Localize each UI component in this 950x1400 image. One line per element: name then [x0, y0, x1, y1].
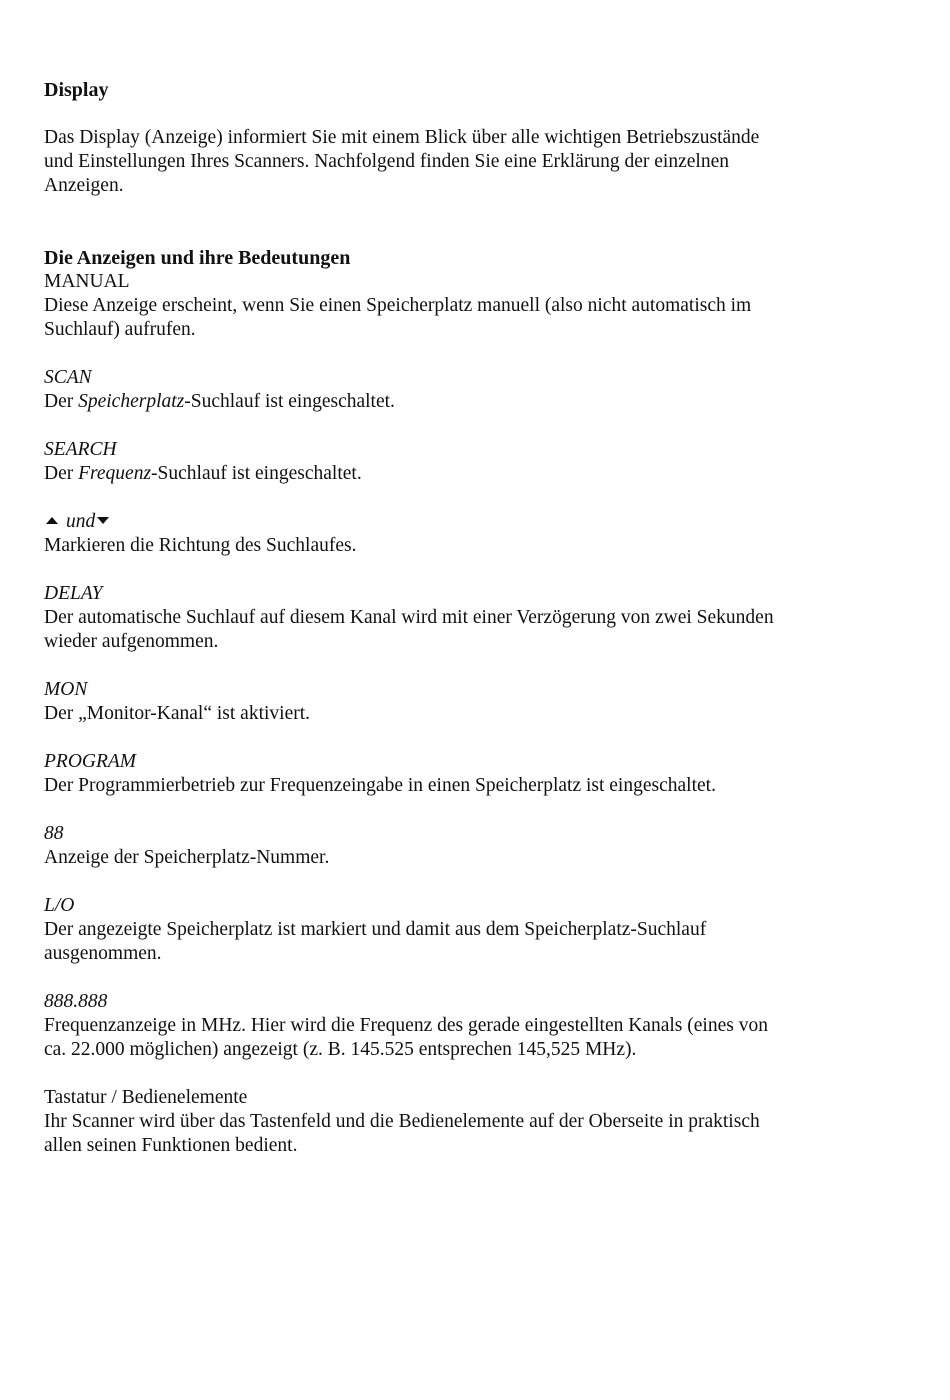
- triangle-down-icon: [97, 517, 109, 524]
- desc-freq-2: ca. 22.000 möglichen) angezeigt (z. B. 145.525 entsprechen 145,525 MHz).: [44, 1039, 637, 1060]
- document-page: [44, 78, 904, 1158]
- triangle-up-icon: [46, 517, 58, 524]
- desc-scan-post: -Suchlauf ist eingeschaltet.: [184, 391, 395, 412]
- desc-delay-1: Der automatische Suchlauf auf diesem Kanal wird mit einer Verzögerung von zwei Sekunden: [44, 607, 774, 628]
- intro-line-3: Anzeigen.: [44, 175, 124, 196]
- desc-manual-2: Suchlauf) aufrufen.: [44, 319, 196, 340]
- desc-search-pre: Der: [44, 463, 79, 484]
- desc-program: Der Programmierbetrieb zur Frequenzeingabe in einen Speicherplatz ist eingeschaltet.: [44, 775, 716, 796]
- term-lo: L/O: [44, 895, 75, 916]
- desc-mon: Der „Monitor-Kanal“ ist aktiviert.: [44, 703, 311, 724]
- term-freq: 888.888: [44, 991, 108, 1012]
- desc-search-em: Frequenz: [78, 463, 152, 484]
- desc-manual-1: Diese Anzeige erscheint, wenn Sie einen Speicherplatz manuell (also nicht automatisch im: [44, 295, 752, 316]
- desc-channel: Anzeige der Speicherplatz-Nummer.: [44, 847, 330, 868]
- desc-arrows: Markieren die Richtung des Suchlaufes.: [44, 535, 357, 556]
- section-title-indicators: Die Anzeigen und ihre Bedeutungen: [44, 247, 351, 269]
- section-title-keypad: Tastatur / Bedienelemente: [44, 1087, 248, 1108]
- desc-scan: [44, 390, 904, 414]
- desc-scan-pre: Der: [44, 391, 79, 412]
- term-delay: DELAY: [44, 583, 103, 604]
- intro-line-2: und Einstellungen Ihres Scanners. Nachfolgend finden Sie eine Erklärung der einzelnen: [44, 151, 729, 172]
- term-program: PROGRAM: [44, 751, 137, 772]
- desc-keypad-1: Ihr Scanner wird über das Tastenfeld und die Bedienelemente auf der Oberseite in praktisch: [44, 1111, 760, 1132]
- desc-search-post: -Suchlauf ist eingeschaltet.: [151, 463, 362, 484]
- intro-line-1: Das Display (Anzeige) informiert Sie mit einem Blick über alle wichtigen Betriebszustände: [44, 127, 760, 148]
- term-mon: MON: [44, 679, 88, 700]
- desc-freq-1: Frequenzanzeige in MHz. Hier wird die Frequenz des gerade eingestellten Kanals (eines von: [44, 1015, 768, 1036]
- term-search: SEARCH: [44, 439, 117, 460]
- term-channel: 88: [44, 823, 64, 844]
- desc-keypad-2: allen seinen Funktionen bedient.: [44, 1135, 298, 1156]
- term-scan: SCAN: [44, 367, 92, 388]
- desc-delay-2: wieder aufgenommen.: [44, 631, 219, 652]
- desc-lo-1: Der angezeigte Speicherplatz ist markiert und damit aus dem Speicherplatz-Suchlauf: [44, 919, 707, 940]
- term-manual: MANUAL: [44, 271, 130, 292]
- desc-lo-2: ausgenommen.: [44, 943, 162, 964]
- desc-scan-em: Speicherplatz: [78, 391, 185, 412]
- section-title-display: Display: [44, 79, 109, 101]
- desc-search: [44, 462, 904, 486]
- term-arrows-label: und: [66, 511, 96, 532]
- term-arrows: [44, 510, 904, 534]
